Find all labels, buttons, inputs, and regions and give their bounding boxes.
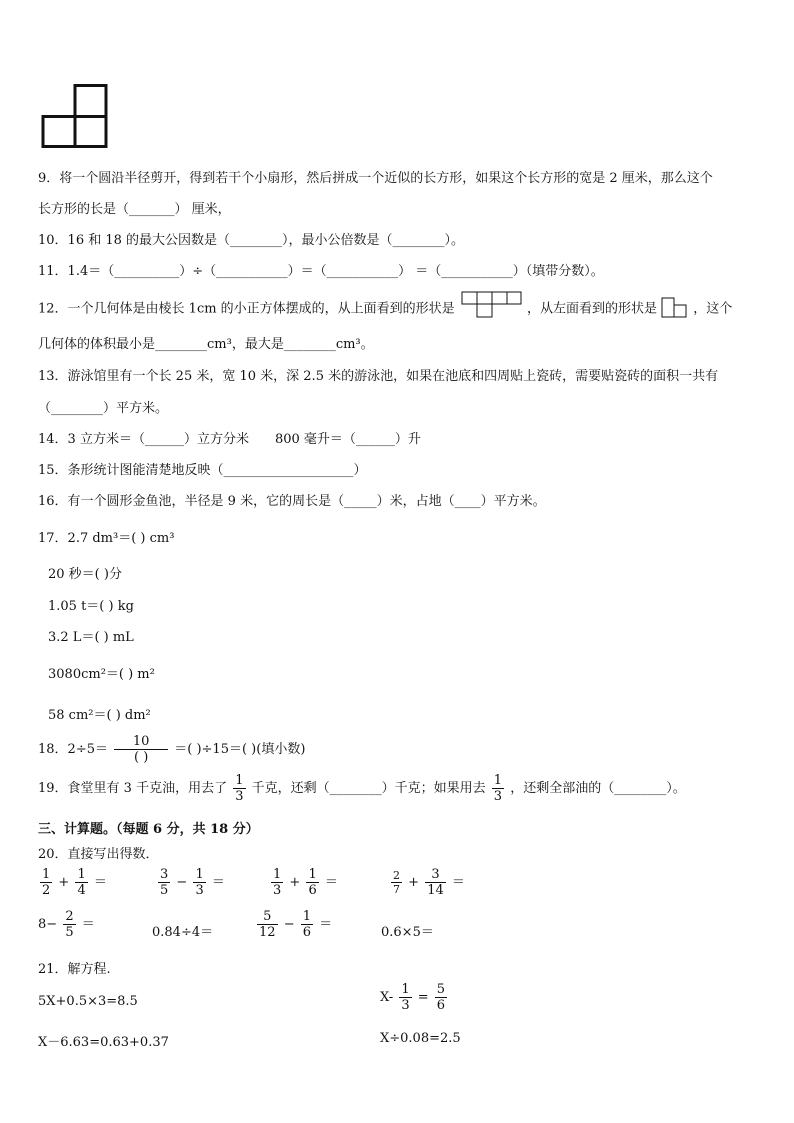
q10: 10．16 和 18 的最大公因数是（________），最小公倍数是（________）。 <box>38 233 465 248</box>
top-view-shape <box>459 297 523 321</box>
q17-item: 58 cm²＝( ) dm² <box>48 708 151 723</box>
q20: 20．直接写出得数． <box>38 847 159 862</box>
q21-equation-4: X÷0.08=2.5 <box>380 1031 461 1046</box>
q17-item: 3.2 L＝( ) mL <box>48 630 134 645</box>
q17-item: 1.05 t＝( ) kg <box>48 599 134 614</box>
q18-fraction <box>114 735 168 764</box>
q20-item-4: $\frac{2}{7}$ + $\frac{3}{14}$ ＝ <box>393 867 465 898</box>
q18-prefix: 18．2÷5＝ <box>38 742 108 757</box>
q15: 15．条形统计图能清楚地反映（____________________） <box>38 463 367 478</box>
q21: 21．解方程. <box>38 962 111 977</box>
q20-item-7: $\frac{5}{12}$ − $\frac{1}{6}$ ＝ <box>259 909 333 940</box>
q20-item-1: $\frac{1}{2}$ + $\frac{1}{4}$ ＝ <box>42 867 107 898</box>
q20-item-8: 0.6×5＝ <box>381 925 434 940</box>
q19-fraction-2: $\frac{1}{3}$ <box>493 773 503 804</box>
q18-numerator: 10 <box>114 735 168 750</box>
q20-item-3: $\frac{1}{3}$ + $\frac{1}{6}$ ＝ <box>273 867 338 898</box>
q13-line2: （________）平方米。 <box>38 401 169 416</box>
q19-text-c: ，还剩全部油的（________）。 <box>510 781 686 796</box>
q19-text-b: 千克，还剩（________）千克；如果用去 <box>251 781 486 796</box>
q18 <box>38 735 305 764</box>
q21-equation-1: 5X+0.5×3=8.5 <box>38 994 138 1009</box>
q21-equation-2: X- $\frac{1}{3}$ = $\frac{5}{6}$ <box>380 982 446 1013</box>
q20-item-6: 0.84÷4＝ <box>152 925 214 940</box>
q17-item: 3080cm²＝( ) m² <box>48 667 155 682</box>
q14: 14．3 立方米＝（______）立方分米 800 毫升＝（______）升 <box>38 432 421 447</box>
q12-text-a: 12．一个几何体是由棱长 1cm 的小正方体摆成的，从上面看到的形状是 <box>38 301 455 317</box>
q12-line1 <box>38 297 732 321</box>
q17-item: 20 秒＝( )分 <box>48 567 122 582</box>
q11: 11．1.4＝（__________）÷（___________）＝（___________） ＝（___________）（填带分数）。 <box>38 264 604 279</box>
q19 <box>38 774 686 803</box>
q19-text-a: 19．食堂里有 3 千克油，用去了 <box>38 781 228 796</box>
q9-line1: 9．将一个圆沿半径剪开，得到若干个小扇形，然后拼成一个近似的长方形，如果这个长方形的宽是 2 厘米，那么这个 <box>38 171 713 186</box>
q12-text-c: ，这个 <box>693 301 733 317</box>
section-3-heading: 三、计算题。（每题 6 分，共 18 分） <box>38 822 259 837</box>
q9-line2: 长方形的长是（_______） 厘米， <box>38 202 231 217</box>
q12-line2: 几何体的体积最小是________cm³，最大是________cm³。 <box>38 337 374 352</box>
q13-line1: 13．游泳馆里有一个长 25 米，宽 10 米，深 2.5 米的游泳池，如果在池底和四周贴上瓷砖，需要贴瓷砖的面积一共有 <box>38 369 719 384</box>
q17: 17．2.7 dm³＝( ) cm³ <box>38 531 175 546</box>
q18-denominator: ( ) <box>133 750 149 765</box>
q12-text-b: ，从左面看到的形状是 <box>526 301 657 317</box>
left-view-shape <box>661 299 689 319</box>
q20-item-5: 8− $\frac{2}{5}$ ＝ <box>38 909 95 940</box>
q20-item-2: $\frac{3}{5}$ − $\frac{1}{3}$ ＝ <box>160 867 225 898</box>
q16: 16．有一个圆形金鱼池，半径是 9 米，它的周长是（_____）米，占地（____）平方米。 <box>38 494 546 509</box>
q21-equation-3: X－6.63=0.63+0.37 <box>38 1035 169 1050</box>
q18-suffix: ＝( )÷15＝( )(填小数) <box>174 742 306 757</box>
q19-fraction-1: $\frac{1}{3}$ <box>235 773 244 804</box>
cube-view-figure <box>40 84 108 148</box>
